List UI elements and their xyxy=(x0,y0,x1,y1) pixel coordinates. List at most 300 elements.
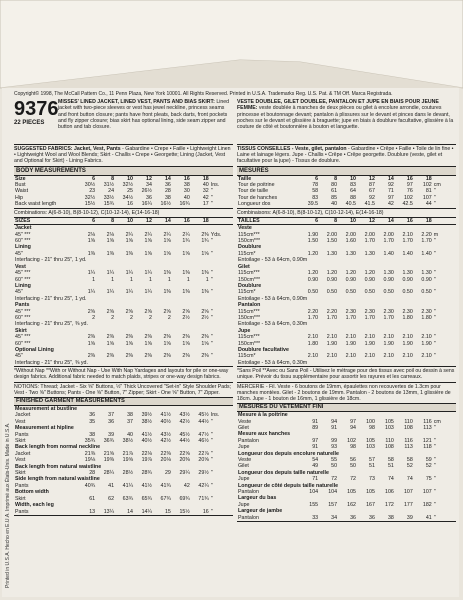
garment-group xyxy=(14,464,233,477)
row-label: Vest xyxy=(15,457,26,464)
cell-value: 43½ xyxy=(179,412,190,419)
garment-group xyxy=(14,502,233,516)
table-row xyxy=(237,218,456,225)
row-label: Tour de taille xyxy=(238,188,269,195)
cell-value: 1⅝ xyxy=(182,250,190,257)
cell-value: 1.70 xyxy=(326,314,338,321)
row-label: 60" *** xyxy=(15,314,31,321)
group-heading: Pants xyxy=(15,302,30,309)
cell-value: 34 xyxy=(331,514,338,521)
cell-value: 1.90 xyxy=(383,340,394,347)
cell-value: 2⅝ xyxy=(87,308,96,315)
cell-value: cm xyxy=(433,182,441,189)
cell-value: " xyxy=(433,437,436,444)
cell-value: 28½ xyxy=(122,470,133,477)
cell-value: 36 xyxy=(146,194,152,201)
cell-value: 42 xyxy=(202,194,209,201)
cell-value: 12 xyxy=(369,217,375,224)
cell-value: " xyxy=(210,353,213,360)
cell-value: 22⅝ xyxy=(179,450,190,457)
row-label: Interfacing - 21" thru 25", ⅜ yd. xyxy=(15,359,88,366)
pieces-count: 22 PIECES xyxy=(14,120,45,126)
cell-value: 182 xyxy=(422,501,432,508)
cell-value: 1¼ xyxy=(87,270,96,277)
cell-value: 22⅞ xyxy=(198,450,209,457)
cell-value: 157 xyxy=(328,501,338,508)
french-title: VESTE DOUBLEE, GILET DOUBLEE, PANTALON ET JUPE EN BIAIS POUR JEUNE FEMME: xyxy=(237,99,439,112)
pattern-number: 9376 xyxy=(14,98,59,120)
row-label: Skirt xyxy=(15,470,26,477)
row-label: 60" *** xyxy=(15,340,31,347)
cell-value: 2⅜ xyxy=(106,334,115,341)
cell-value: 41½ xyxy=(160,412,171,419)
row-label: Hip xyxy=(15,194,23,201)
cell-value: 1.20 xyxy=(345,270,356,277)
cell-value: " xyxy=(210,438,213,445)
copyright-line: Copyright© 1998, The McCall Pattern Co., 11 Penn Plaza, New York 10001. All Rights Reserved. Printed in U.S.A. Trademarks Reg. U.S. Pat. & TM Off. Marca Registrada. xyxy=(14,91,393,97)
cell-value: " xyxy=(210,276,213,283)
garment-group xyxy=(237,495,456,508)
cell-value: 1¼ xyxy=(87,289,96,296)
cell-value: 107 xyxy=(422,194,432,201)
cell-value: " xyxy=(210,238,213,245)
cell-value: 71 xyxy=(312,476,319,483)
cell-value: 2⅜ xyxy=(125,353,133,360)
cell-value: 33 xyxy=(312,514,319,521)
group-heading: Vest xyxy=(15,263,26,270)
cell-value: 12 xyxy=(369,175,375,182)
english-fabrics-text: - Gabardine • Crepe • Faille • Lightweight Linen • Lightweight Wool and Wool Blends; Skirt - Challis • Crepe • Georgette; Lining (Jacket, Vest and Optional for Skirt) - Lining Fabrics. xyxy=(14,146,231,165)
cell-value: 15½ xyxy=(84,201,96,208)
cell-value: 45½ xyxy=(179,431,190,438)
cell-value: 110 xyxy=(404,418,413,425)
cell-value: " xyxy=(433,250,436,257)
cell-value: 64 xyxy=(350,188,356,195)
cell-value: 67¾ xyxy=(160,495,171,502)
cell-value: " xyxy=(433,314,436,321)
cell-value: 1¼ xyxy=(144,289,152,296)
cell-value: 39.5 xyxy=(307,201,319,208)
cell-value: 44 xyxy=(425,201,432,208)
cell-value: 102 xyxy=(403,194,413,201)
cell-value: 97 xyxy=(312,437,319,444)
cell-value: 20⅜ xyxy=(179,457,190,464)
cell-value: 17 xyxy=(202,201,209,208)
cell-value: " xyxy=(433,463,436,470)
cell-value: 1.80 xyxy=(307,340,319,347)
cell-value: 2.10 xyxy=(383,353,394,360)
group-heading: Back length from normal neckline xyxy=(15,444,101,451)
cell-value: " xyxy=(433,276,436,283)
group-heading: Measurement at hipline xyxy=(15,425,74,432)
cell-value: 1⅜ xyxy=(182,270,190,277)
cell-value: 88 xyxy=(350,194,356,201)
cell-value: 75 xyxy=(425,476,432,483)
cell-value: 2.20 xyxy=(326,308,338,315)
cell-value: 2.00 xyxy=(345,231,356,238)
cell-value: 1.70 xyxy=(364,314,375,321)
cell-value: 0.50 xyxy=(307,289,319,296)
cell-value: " xyxy=(433,289,436,296)
cell-value: 58 xyxy=(406,457,413,464)
cell-value: 21⅝ xyxy=(103,450,115,457)
cell-value: 50 xyxy=(331,463,338,470)
garment-group xyxy=(14,328,233,347)
row-label: 45" xyxy=(15,353,23,360)
cell-value: 52 xyxy=(406,463,413,470)
cell-value: 78 xyxy=(312,182,319,189)
english-nap-note: *Without Nap **With or Without Nap - Use With Nap Yardages and layouts for pile or one-way design fabrics. Additional fabric needed to match plaids, stripes or one-way design fabrics. xyxy=(14,367,233,382)
french-description xyxy=(237,99,456,130)
cell-value: 21⅜ xyxy=(84,450,96,457)
cell-value: 1¼ xyxy=(106,289,115,296)
cell-value: 40 xyxy=(183,194,190,201)
cell-value: 29 xyxy=(164,470,171,477)
cell-value: 177 xyxy=(403,501,413,508)
garment-group xyxy=(237,470,456,483)
cell-value xyxy=(210,218,233,225)
cell-value: 1.30 xyxy=(326,250,338,257)
cell-value: 76 xyxy=(406,188,413,195)
cell-value: 87 xyxy=(369,182,375,189)
cell-value: 2.10 xyxy=(345,353,356,360)
cell-value: " xyxy=(210,188,213,195)
row-label: Entoilage - 53 à 64cm, 0.30m xyxy=(238,321,308,328)
cell-value: 63¾ xyxy=(122,495,133,502)
cell-value: 162 xyxy=(347,501,356,508)
english-body-table xyxy=(14,176,233,209)
group-heading: Longueur dos depuis encolure naturelle xyxy=(238,450,339,457)
cell-value: 1⅝ xyxy=(106,238,115,245)
cell-value: " xyxy=(433,425,436,432)
cell-value: 14 xyxy=(164,217,171,224)
cell-value: 2.10 xyxy=(383,334,394,341)
cell-value: 52 xyxy=(425,463,432,470)
french-fabrics-title: TISSUS CONSEILLES - Veste, gilet, pantalon xyxy=(237,146,347,152)
cell-value: 2.20 xyxy=(421,231,432,238)
cell-value: " xyxy=(433,489,436,496)
cell-value: " xyxy=(210,418,213,425)
cell-value: 42½ xyxy=(179,418,190,425)
cell-value: 6 xyxy=(315,217,319,224)
cell-value: " xyxy=(433,340,436,347)
cell-value: 2⅜ xyxy=(106,353,115,360)
cell-value: 2.20 xyxy=(307,308,319,315)
cell-value: 65¾ xyxy=(141,495,152,502)
row-label: Pants xyxy=(15,508,29,515)
cell-value: 20⅝ xyxy=(198,457,209,464)
cell-value: 2⅜ xyxy=(163,353,171,360)
group-heading: Pantalon xyxy=(238,302,261,309)
cell-value: 93 xyxy=(331,444,338,451)
cell-value: " xyxy=(433,514,436,521)
row-label: Tour de poitrine xyxy=(238,182,275,189)
row-label: Entoilage - 53 à 64cm, 0.30m xyxy=(238,359,308,366)
cell-value: 92 xyxy=(369,194,375,201)
cell-value: 1¾ xyxy=(182,238,190,245)
cell-value: 2½ xyxy=(182,314,190,321)
cell-value: 1 xyxy=(167,276,171,283)
group-heading: Skirt xyxy=(15,327,27,334)
cell-value: 1⅜ xyxy=(125,250,133,257)
cell-value: 0.90 xyxy=(326,276,338,283)
cell-value: 29¼ xyxy=(179,470,190,477)
cell-value: 1.80 xyxy=(402,314,413,321)
cell-value: 118 xyxy=(423,444,432,451)
cell-value: 1.90 xyxy=(345,340,356,347)
cell-value: 32½ xyxy=(122,182,133,189)
garment-group xyxy=(237,451,456,470)
table-row xyxy=(14,201,233,208)
cell-value: " xyxy=(210,201,213,208)
cell-value: 51 xyxy=(387,463,394,470)
cell-value: 1.20 xyxy=(326,270,338,277)
cell-value: 31½ xyxy=(103,182,115,189)
cell-value: " xyxy=(210,457,213,464)
table-row xyxy=(14,218,233,225)
cell-value: 2.00 xyxy=(383,231,394,238)
cell-value: 58 xyxy=(312,188,319,195)
cell-value: " xyxy=(433,334,436,341)
garment-group xyxy=(14,444,233,463)
garment-group xyxy=(237,225,456,244)
cell-value: 1⅝ xyxy=(201,340,209,347)
garment-group xyxy=(237,431,456,450)
cell-value: 107 xyxy=(403,489,413,496)
cell-value: 51 xyxy=(369,463,375,470)
french-column xyxy=(237,99,456,522)
english-finished xyxy=(14,406,233,516)
cell-value: 54 xyxy=(312,457,319,464)
garment-group xyxy=(237,264,456,283)
table-row xyxy=(237,201,456,208)
cell-value: 34 xyxy=(146,182,152,189)
cell-value: 1.90 xyxy=(421,340,432,347)
french-fabrics-text: - Gabardine • Crêpe • Faille • Toile de lin fine • Laine et lainage légers. Jupe - Challis • Crêpe • Crêpe georgette. Doublure (veste, gilet et facultative pour la jupe) - Tissus de doublure. xyxy=(237,146,454,165)
cell-value: " xyxy=(210,495,213,502)
cell-value: 2⅜ xyxy=(87,334,96,341)
cell-value: 2.30 xyxy=(383,308,394,315)
row-label: Veste xyxy=(238,457,252,464)
garment-group xyxy=(14,264,233,283)
cell-value: 1.90 xyxy=(307,231,319,238)
cell-value: 1⅝ xyxy=(87,340,96,347)
garment-group xyxy=(237,302,456,328)
cell-value: 1⅝ xyxy=(163,238,171,245)
cell-value: 102 xyxy=(422,182,432,189)
cell-value: 2 xyxy=(92,314,96,321)
cell-value: 19⅞ xyxy=(141,457,152,464)
cell-value: 8 xyxy=(334,217,338,224)
cell-value: 1¼ xyxy=(106,270,115,277)
row-label: Skirt xyxy=(15,438,26,445)
row-label: 60" *** xyxy=(15,238,31,245)
cell-value: 38½ xyxy=(122,438,133,445)
group-heading: Doublure xyxy=(238,244,262,251)
cell-value: 1¼ xyxy=(125,270,133,277)
group-heading: Largeur du bas xyxy=(238,495,277,502)
cell-value: 71 xyxy=(387,188,394,195)
cell-value: 2.10 xyxy=(307,334,319,341)
cell-value: 2⅜ xyxy=(125,334,133,341)
cell-value: 2.30 xyxy=(402,308,413,315)
cell-value: 41 xyxy=(425,514,432,521)
cell-value: 19⅛ xyxy=(84,457,96,464)
row-label: 60" *** xyxy=(15,276,31,283)
cell-value: 40.5 xyxy=(345,201,356,208)
cell-value: 1⅝ xyxy=(182,340,190,347)
garment-group xyxy=(237,483,456,496)
row-label: Tour de hanches xyxy=(238,194,278,201)
cell-value: 1¾ xyxy=(201,238,209,245)
cell-value: 35 xyxy=(89,418,96,425)
row-label: 45" xyxy=(15,250,23,257)
cell-value: 55 xyxy=(331,457,338,464)
cell-value: 107 xyxy=(422,489,432,496)
cell-value: 36 xyxy=(89,412,96,419)
cell-value: 10 xyxy=(350,175,356,182)
cell-value: 103 xyxy=(366,444,375,451)
english-description xyxy=(58,99,233,130)
garment-group xyxy=(237,328,456,347)
cell-value: 104 xyxy=(309,489,319,496)
cell-value: 43½ xyxy=(160,431,171,438)
cell-value: 37 xyxy=(108,412,115,419)
cell-value: 16 xyxy=(406,175,413,182)
group-heading: Bottom width xyxy=(15,489,49,496)
cell-value: 61 xyxy=(89,495,96,502)
cell-value: 14 xyxy=(164,175,171,182)
cell-value: 42 xyxy=(387,201,394,208)
cell-value: 0.90 xyxy=(421,276,432,283)
cell-value: 106 xyxy=(385,489,394,496)
cell-value: 0.50 xyxy=(326,289,338,296)
cell-value: 0.50 xyxy=(364,289,375,296)
cell-value: 1.40 xyxy=(421,250,432,257)
garment-group xyxy=(14,244,233,263)
cell-value: cm xyxy=(433,418,441,425)
cell-value: 1.30 xyxy=(345,250,356,257)
cell-value: 105 xyxy=(385,418,394,425)
english-finished-title: FINISHED GARMENT MEASUREMENTS xyxy=(14,398,233,406)
cell-value: 2⅜ xyxy=(144,353,152,360)
row-label: 150cm*** xyxy=(238,238,261,245)
cell-value: 12 xyxy=(146,217,152,224)
cell-value: 92 xyxy=(387,182,394,189)
cell-value: 18 xyxy=(202,175,209,182)
row-label: SIZES xyxy=(15,217,31,224)
cell-value: 22⅜ xyxy=(160,450,171,457)
french-body-title: MESURES xyxy=(237,167,456,176)
cell-value: 1 xyxy=(186,276,190,283)
cell-value: 1 xyxy=(205,276,209,283)
group-heading: Mesure aux hanches xyxy=(238,431,291,438)
cell-value: 37 xyxy=(127,418,133,425)
garment-group xyxy=(14,302,233,328)
cell-value: 2.10 xyxy=(326,353,338,360)
cell-value: 1⅝ xyxy=(106,340,115,347)
row-label: 115cm*** xyxy=(238,270,260,277)
garment-group xyxy=(14,283,233,302)
cell-value: 39 xyxy=(108,431,115,438)
cell-value: 28 xyxy=(89,470,96,477)
cell-value: 20⅛ xyxy=(160,457,171,464)
cell-value: " xyxy=(433,444,436,451)
cell-value: 2⅜ xyxy=(201,231,209,238)
garment-group xyxy=(237,347,456,367)
cell-value: 0.50 xyxy=(345,289,356,296)
cell-value: 71¾ xyxy=(198,495,209,502)
cell-value: 2⅜ xyxy=(201,353,209,360)
cell-value: 2.00 xyxy=(364,231,375,238)
cell-value: 2.10 xyxy=(421,353,432,360)
cell-value: 0.90 xyxy=(402,276,413,283)
cell-value: 1 xyxy=(148,276,152,283)
french-description-text: veste doublée à manches de deux pièces ou gilet à encolure arrondie, coutures princesse et boutonnage devant; pantalon à plissures sur le devant et pinces dans le devant, poches sur le devant et glissière à braguette; jupe en biais à doublure facultative, glissière à la couture de côté et boutonnière à bouton et languette. xyxy=(237,105,454,131)
cell-value: " xyxy=(210,250,213,257)
french-finished xyxy=(237,412,456,522)
english-column xyxy=(14,99,233,516)
cell-value: 41¾ xyxy=(160,482,171,489)
english-fabrics-title: SUGGESTED FABRICS: Jacket, Vest, Pants xyxy=(14,146,121,152)
group-heading: Width, each leg xyxy=(15,502,54,509)
cell-value: 14 xyxy=(387,175,394,182)
cell-value: 2.10 xyxy=(402,231,413,238)
garment-group xyxy=(14,406,233,425)
cell-value: 16 xyxy=(183,217,190,224)
cell-value: 172 xyxy=(385,501,394,508)
cell-value: " xyxy=(433,457,436,464)
cell-value: 2.10 xyxy=(421,334,432,341)
group-heading: Jupe xyxy=(238,327,251,334)
cell-value: 41 xyxy=(108,482,115,489)
cell-value: 1.60 xyxy=(345,238,356,245)
cell-value: 19⅝ xyxy=(122,457,133,464)
cell-value: 73 xyxy=(369,476,375,483)
cell-value: m xyxy=(433,231,439,238)
cell-value: 0.90 xyxy=(307,276,319,283)
cell-value: 8 xyxy=(111,217,115,224)
group-heading: Back length from natural waistline xyxy=(15,463,102,470)
french-fabrics xyxy=(237,145,456,167)
cell-value: 1⅜ xyxy=(201,289,209,296)
group-heading: Measurement at bustline xyxy=(15,406,78,412)
cell-value: 97 xyxy=(350,418,356,425)
cell-value: 98 xyxy=(369,425,375,432)
row-label: Pantalon xyxy=(238,489,259,496)
row-label: 150cm*** xyxy=(238,314,261,321)
cell-value: 1.30 xyxy=(364,250,375,257)
cell-value: 2 xyxy=(148,314,152,321)
cell-value: " xyxy=(433,194,436,201)
row-label: Bust xyxy=(15,182,26,189)
envelope-flap xyxy=(0,0,463,90)
cell-value: 1⅜ xyxy=(106,250,115,257)
cell-value: 2⅝ xyxy=(163,308,171,315)
row-label: Jupe xyxy=(238,444,250,451)
cell-value xyxy=(433,218,456,225)
cell-value: 167 xyxy=(366,501,375,508)
cell-value: 22⅛ xyxy=(141,450,152,457)
cell-value: " xyxy=(210,508,213,515)
cell-value: 30½ xyxy=(84,182,96,189)
english-sizes-row xyxy=(14,218,233,225)
cell-value: 16 xyxy=(183,175,190,182)
table-row xyxy=(14,509,233,516)
cell-value: 2.10 xyxy=(307,353,319,360)
cell-value: 26½ xyxy=(141,188,152,195)
cell-value: 10 xyxy=(350,217,356,224)
